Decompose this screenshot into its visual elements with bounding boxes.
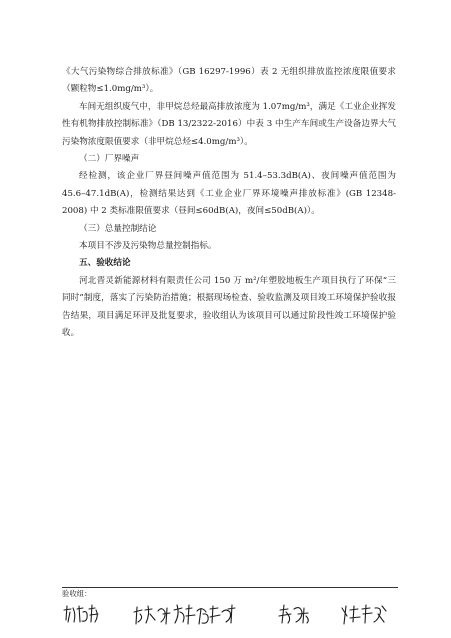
paragraph-air-standard: 《大气污染物综合排放标准》（GB 16297-1996）表 2 无组织排放监控浓度限值要求（颗粒物≤1.0mg/m³）。 xyxy=(62,67,396,95)
heading-acceptance-conclusion: 五、验收结论 xyxy=(79,258,131,269)
signature-2 xyxy=(134,605,235,624)
paragraph-acceptance-conclusion: 河北晋灵新能源材料有限责任公司 150 万 m²/年塑胶地板生产项目执行了环保“三同时”制度，落实了污染防治措施；根据现场检查、验收监测及项目竣工环境保护验收报告结果，项目满足环评及批复要求，验收组认为该项目可以通过阶段性竣工环境保护验收。 xyxy=(62,275,396,339)
paragraph-vocs: 车间无组织废气中，非甲烷总烃最高排放浓度为 1.07mg/m³，满足《工业企业挥发性有机物排放控制标准》（DB 13/2322-2016）中表 3 中生产车间或生产设备边界大气污染物浓度限值要求（非甲烷总烃≤4.0mg/m³）。 xyxy=(62,101,396,147)
heading-boundary-noise: （二）厂界噪声 xyxy=(79,154,140,165)
signature-3 xyxy=(279,605,308,623)
heading-total-control: （三）总量控制结论 xyxy=(79,223,157,234)
document-body xyxy=(62,64,396,343)
footer-divider xyxy=(62,587,398,588)
handwritten-signatures xyxy=(62,600,402,628)
signature-footer xyxy=(62,587,398,598)
signature-strokes xyxy=(62,600,402,628)
paragraph-total-control: 本项目不涉及污染物总量控制指标。 xyxy=(79,241,217,252)
signature-4 xyxy=(342,605,386,624)
acceptance-team-label: 验收组： xyxy=(62,589,92,598)
paragraph-noise-results: 经检测，该企业厂界昼间噪声值范围为 51.4–53.3dB(A)、夜间噪声值范围为 45.6–47.1dB(A)，检测结果达到《工业企业厂界环境噪声排放标准》(GB 12348-2008) 中 2 类标准限值要求（昼间≤60dB(A)，夜间≤50dB(A)）。 xyxy=(62,171,396,217)
signature-1 xyxy=(64,605,98,622)
